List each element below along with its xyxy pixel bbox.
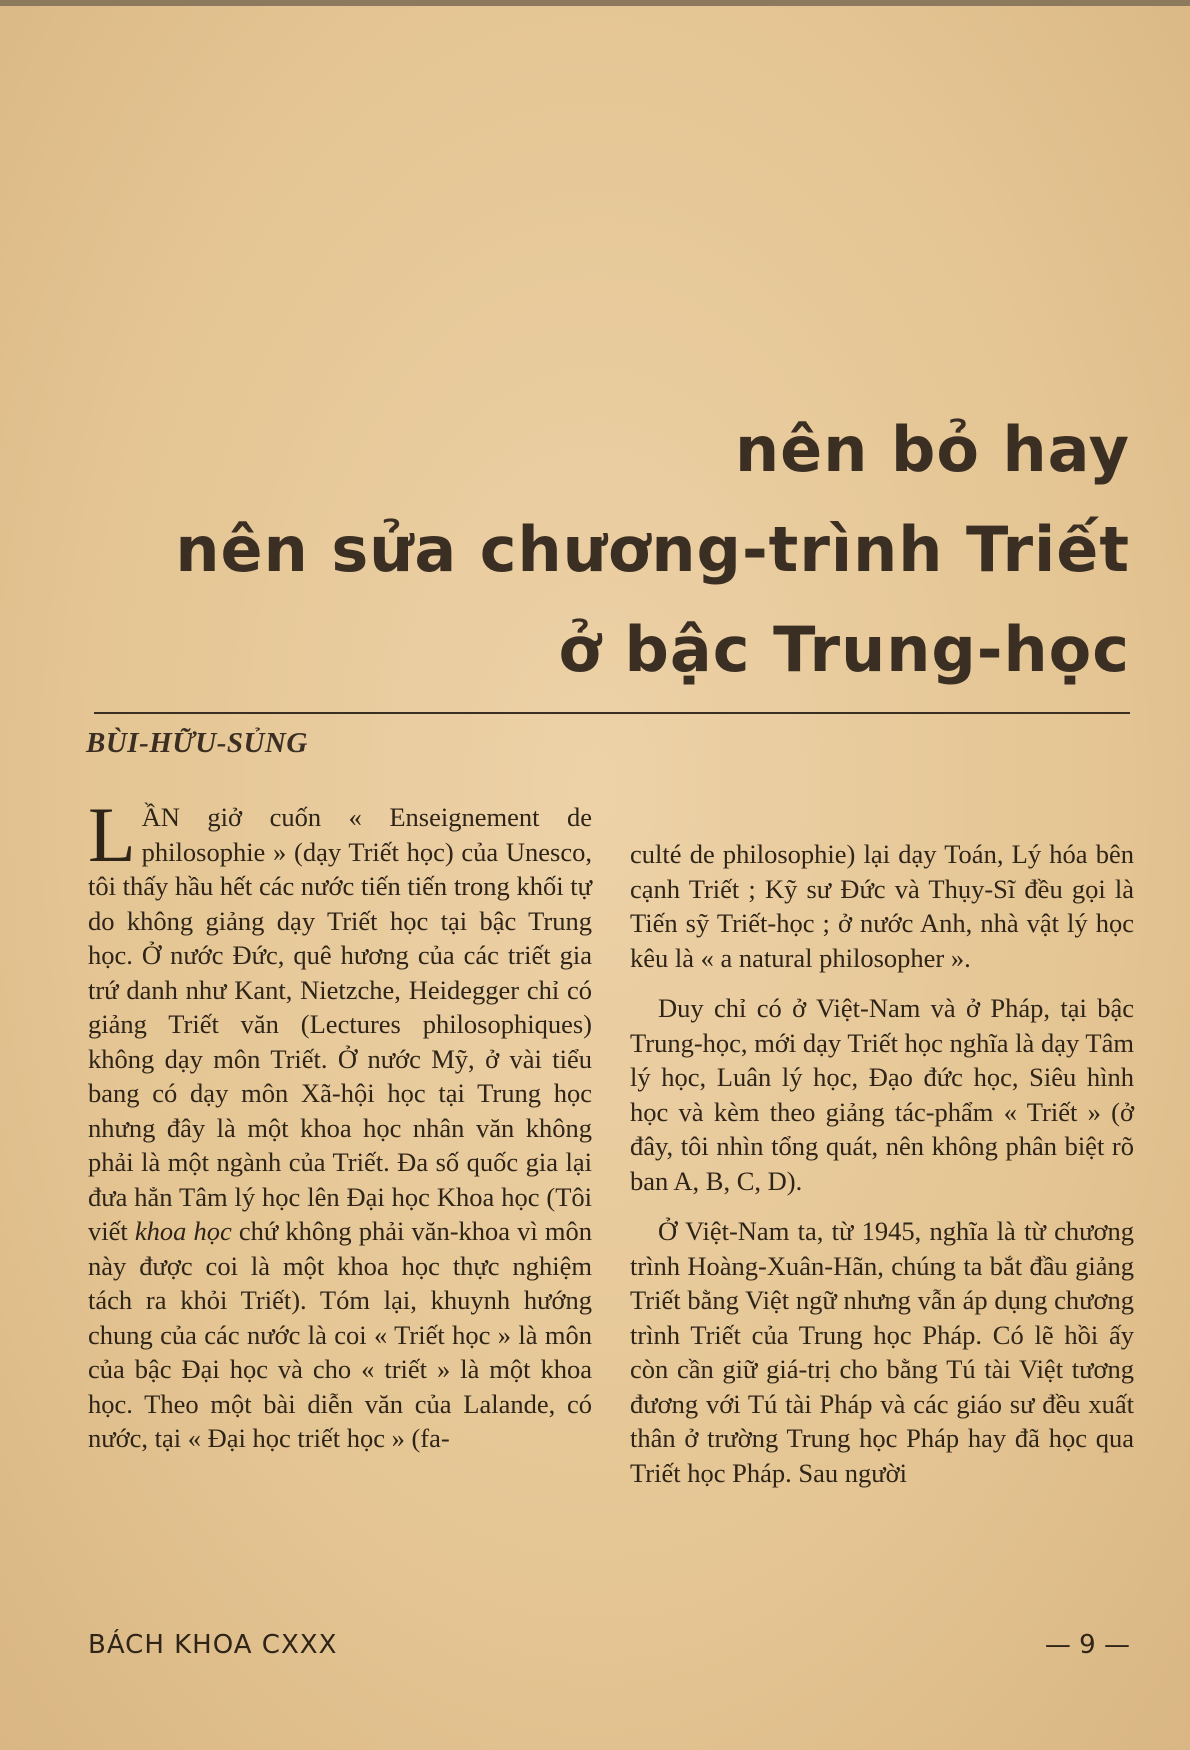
left-paragraph-1-text: ẦN giở cuốn « Enseignement de philosophie » (dạy Triết học) của Unesco, tôi thấy hầu hết các nước tiến tiến trong khối tự do không giảng dạy Triết học tại bậc Trung học. Ở nước Đức, quê hương của các triết gia trứ danh như Kant, Nietzche, Heidegger chỉ có giảng Triết văn (Lectures philosophiques) không dạy môn Triết. Ở nước Mỹ, ở vài tiểu bang có dạy môn Xã-hội học tại Trung học nhưng đây là một khoa học nhân văn không phải là một ngành của Triết. Đa số quốc gia lại đưa hẳn Tâm lý học lên Đại học Khoa học (Tôi viết: [88, 802, 592, 1246]
right-paragraph-3: Ở Việt-Nam ta, từ 1945, nghĩa là từ chương trình Hoàng-Xuân-Hãn, chúng ta bắt đầu giảng Triết bằng Việt ngữ nhưng vẫn áp dụng chương trình Triết của Trung học Pháp. Có lẽ hồi ấy còn cần giữ giá-trị cho bằng Tú tài Việt tương đương với Tú tài Pháp và các giáo sư đều xuất thân ở trường Trung học Pháp hay đã học qua Triết học Pháp. Sau người: [630, 1216, 1134, 1488]
drop-cap: L: [88, 791, 136, 878]
left-column: [88, 791, 592, 1472]
footer-magazine-name: BÁCH KHOA CXXX: [88, 1630, 338, 1660]
title-divider: [94, 712, 1130, 714]
footer-page-number: — 9 —: [1044, 1630, 1130, 1660]
title-line-1: nên bỏ hay: [735, 413, 1130, 486]
title-line-3: ở bậc Trung-học: [558, 613, 1130, 686]
left-paragraph-1-text-cont: chứ không phải văn-khoa vì môn này được coi là một khoa học thực nghiệm tách ra khỏi Triết). Tóm lại, khuynh hướng chung của các nước là coi « Triết học » là môn của bậc Đại học và cho « triết » là một khoa học. Theo một bài diễn văn của Lalande, có nước, tại « Đại học triết học » (fa-: [88, 1216, 592, 1453]
right-paragraph-1: culté de philosophie) lại dạy Toán, Lý hóa bên cạnh Triết ; Kỹ sư Đức và Thụy-Sĩ đều gọi là Tiến sỹ Triết-học ; ở nước Anh, nhà vật lý học kêu là « a natural philosopher ».: [630, 839, 1134, 973]
page-top-edge: [0, 0, 1190, 6]
author-name: BÙI-HỮU-SỦNG: [86, 727, 308, 759]
article-title: [130, 400, 1130, 700]
left-paragraph-1: [88, 791, 592, 1456]
title-line-2: nên sửa chương-trình Triết: [175, 513, 1130, 586]
right-column: [630, 837, 1134, 1506]
left-paragraph-1-emphasis: khoa học: [134, 1216, 232, 1246]
right-paragraph-2: Duy chỉ có ở Việt-Nam và ở Pháp, tại bậc Trung-học, mới dạy Triết học nghĩa là dạy Tâm lý học, Luân lý học, Đạo đức học, Siêu hình học và kèm theo giảng tác-phẩm « Triết » (ở đây, tôi nhìn tổng quát, nên không phân biệt rõ ban A, B, C, D).: [630, 993, 1134, 1196]
